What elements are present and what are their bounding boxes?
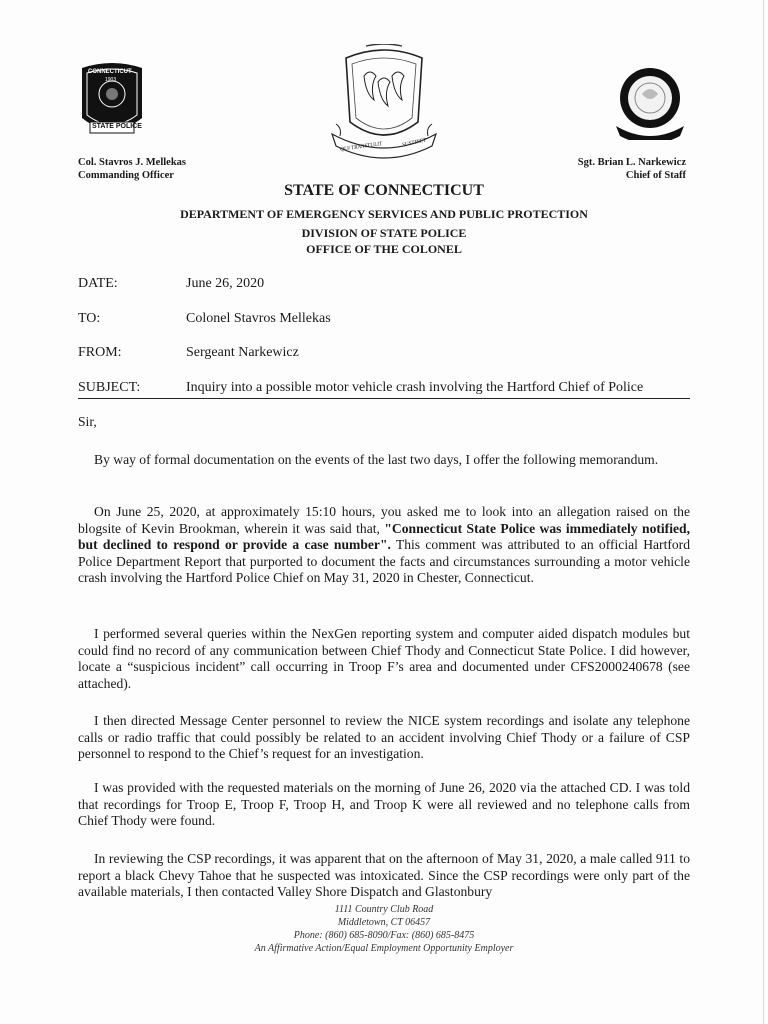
footer-tagline: An Affirmative Action/Equal Employment Opportunity Employer <box>254 943 514 954</box>
paragraph-2 <box>78 504 690 587</box>
paragraph-1-text: By way of formal documentation on the events of the last two days, I offer the following memorandum. <box>94 452 659 467</box>
state-police-patch-icon <box>78 60 146 138</box>
sergeant-name: Sgt. Brian L. Narkewicz <box>577 157 686 168</box>
subject-value: Inquiry into a possible motor vehicle crash involving the Hartford Chief of Police <box>186 380 644 395</box>
footer-address-city: Middletown, CT 06457 <box>337 917 431 928</box>
from-label: FROM: <box>78 345 122 360</box>
to-value: Colonel Stavros Mellekas <box>186 311 331 326</box>
date-value: June 26, 2020 <box>186 276 265 291</box>
state-title: STATE OF CONNECTICUT <box>284 182 484 199</box>
accreditation-seal-icon <box>614 64 686 140</box>
patch-text-bottom: STATE POLICE <box>92 123 142 130</box>
paragraph-2-intro: On June 25, 2020, at approximately 15:10 hours, you asked me to look into an allegation raised on the blogsite of Kevin Brookman, wherein it was said that, <box>78 504 690 536</box>
from-value: Sergeant Narkewicz <box>186 345 299 360</box>
division-title: DIVISION OF STATE POLICE <box>301 226 467 240</box>
colonel-title: Commanding Officer <box>78 170 174 181</box>
office-title: OFFICE OF THE COLONEL <box>306 242 462 256</box>
department-title: DEPARTMENT OF EMERGENCY SERVICES AND PUBLIC PROTECTION <box>180 207 588 221</box>
footer-address-street: 1111 Country Club Road <box>334 904 434 915</box>
date-label: DATE: <box>78 276 118 291</box>
paragraph-1 <box>78 452 690 469</box>
paragraph-4 <box>78 713 690 763</box>
paragraph-4-text: I then directed Message Center personnel to review the NICE system recordings and isolate any telephone calls or radio traffic that could possibly be related to an accident involving Chief Thody or a failure of CSP personnel to respond to the Chief’s request for an investigation. <box>78 713 690 762</box>
patch-text-top: CONNECTICUT <box>88 69 132 75</box>
paragraph-6 <box>78 851 690 901</box>
footer-phone: Phone: (860) 685-8090/Fax: (860) 685-8475 <box>293 930 475 941</box>
salutation: Sir, <box>78 414 97 429</box>
subject-divider <box>78 398 690 399</box>
colonel-name: Col. Stavros J. Mellekas <box>78 157 187 168</box>
footer <box>0 903 768 955</box>
left-header-block <box>78 156 186 182</box>
paragraph-5 <box>78 780 690 830</box>
page-edge <box>763 0 764 1024</box>
paragraph-3 <box>78 626 690 692</box>
to-label: TO: <box>78 311 101 326</box>
connecticut-state-seal-icon <box>326 44 442 166</box>
paragraph-3-text: I performed several queries within the NexGen reporting system and computer aided dispatch modules but could find no record of any communication between Chief Thody and Connecticut State Police. I did however, locate a “suspicious incident” call occurring in Troop F’s area and documented under CFS2000240678 (see attached). <box>78 626 690 691</box>
paragraph-6-text: In reviewing the CSP recordings, it was apparent that on the afternoon of May 31, 2020, a male called 911 to report a black Chevy Tahoe that he suspected was intoxicated. Since the CSP recordings were only part of the available materials, I then contacted Valley Shore Dispatch and Glastonbury <box>78 851 690 900</box>
right-header-block <box>578 156 686 182</box>
paragraph-5-text: I was provided with the requested materials on the morning of June 26, 2020 via the attached CD. I was told that recordings for Troop E, Troop F, Troop H, and Troop K were all reviewed and no telephone calls from Chief Thody were found. <box>78 780 690 829</box>
seal-motto-text: SUSTINET <box>401 137 427 149</box>
subject-label: SUBJECT: <box>78 380 141 395</box>
paragraph-2-quote: "Connecticut State Police was immediately notified, but declined to respond or provide a case number". <box>78 520 690 553</box>
sergeant-title: Chief of Staff <box>625 170 686 181</box>
seal-banner-text: QUI TRANSTULIT <box>339 141 383 153</box>
paragraph-2-text <box>78 504 690 587</box>
patch-text-year: 1903 <box>105 77 117 83</box>
paragraph-2-rest: This comment was attributed to an official Hartford Police Department Report that purported to document the facts and circumstances surrounding a motor vehicle crash involving the Hartford Police Chief on May 31, 2020 in Chester, Connecticut. <box>78 537 690 586</box>
